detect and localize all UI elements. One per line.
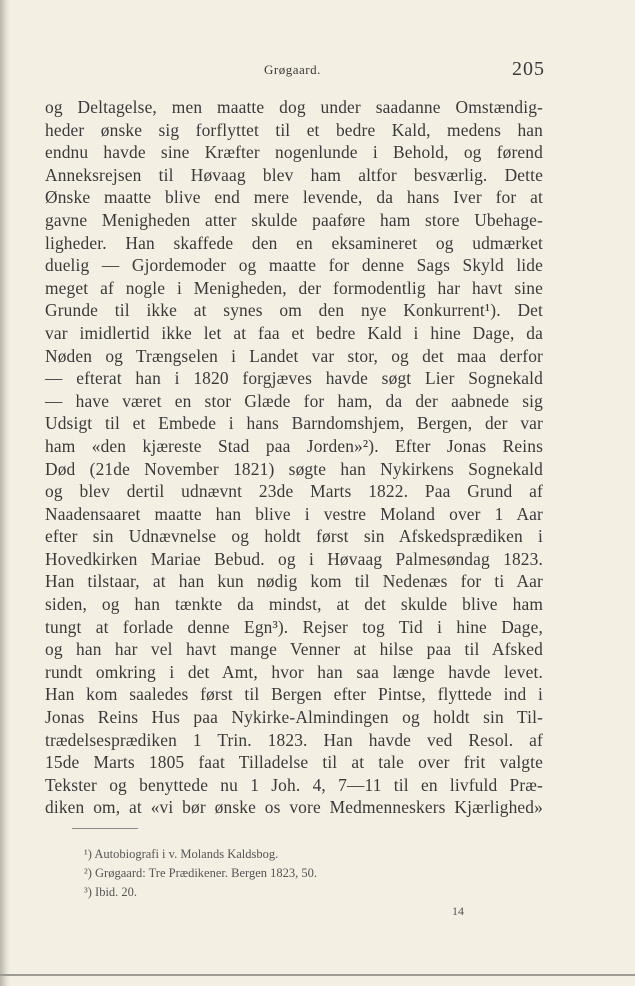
text-line: gavne Menigheden atter skulde paaføre ham store Ubehage- bbox=[45, 209, 543, 230]
page-bottom-edge bbox=[0, 974, 635, 976]
footnote: ¹) Autobiografi i v. Molands Kaldsbog. bbox=[84, 847, 279, 861]
text-line: Udsigt til et Embede i hans Barndomshjem, Bergen, der var bbox=[45, 413, 543, 434]
text-line: Han kom saaledes først til Bergen efter Pintse, flyttede ind i bbox=[45, 684, 543, 705]
printer-signature: 14 bbox=[452, 904, 464, 918]
text-line: — efterat han i 1820 forgjæves havde søgt Lier Sognekald bbox=[45, 368, 543, 389]
text-line: Nøden og Trængselen i Landet var stor, og det maa derfor bbox=[45, 345, 543, 366]
text-line: 15de Marts 1805 faat Tilladelse til at tale over frit valgte bbox=[45, 752, 543, 773]
text-line: Ønske maatte blive end mere levende, da hans Iver for at bbox=[45, 187, 543, 208]
footnotes bbox=[84, 845, 484, 902]
text-line: og Deltagelse, men maatte dog under saadanne Omstændig- bbox=[45, 97, 543, 117]
text-line: heder ønske sig forflyttet til et bedre Kald, medens han bbox=[45, 119, 543, 140]
text-line: Naadensaaret maatte han blive i vestre Moland over 1 Aar bbox=[45, 503, 543, 524]
text-line: Anneksrejsen til Høvaag blev ham altfor besværlig. Dette bbox=[45, 164, 543, 185]
text-line: efter sin Udnævnelse og holdt først sin Afskedsprædiken i bbox=[45, 526, 543, 547]
text-line: Hovedkirken Mariae Bebud. og i Høvaag Palmesøndag 1823. bbox=[45, 548, 543, 569]
text-line: tungt at forlade denne Egn³). Rejser tog Tid i hine Dage, bbox=[45, 616, 543, 637]
text-line: og han har vel havt mange Venner at hilse paa til Afsked bbox=[45, 639, 543, 660]
text-line: duelig — Gjordemoder og maatte for denne Sags Skyld lide bbox=[45, 255, 543, 276]
running-head: Grøgaard. bbox=[264, 62, 321, 77]
text-line: endnu havde sine Kræfter nogenlunde i Behold, og førend bbox=[45, 142, 543, 163]
text-line: ligheder. Han skaffede den en eksamineret og udmærket bbox=[45, 232, 543, 253]
text-line: og blev dertil udnævnt 23de Marts 1822. Paa Grund af bbox=[45, 481, 543, 502]
text-line: Død (21de November 1821) søgte han Nykirkens Sognekald bbox=[45, 458, 543, 479]
text-line: Grunde til ikke at synes om den nye Konkurrent¹). Det bbox=[45, 300, 543, 321]
page-gutter-shadow bbox=[0, 0, 10, 986]
text-line: diken om, at «vi bør ønske os vore Medmenneskers Kjærlighed» bbox=[45, 797, 543, 818]
text-line: var imidlertid ikke let at faa et bedre Kald i hine Dage, da bbox=[45, 322, 543, 343]
text-line: meget af nogle i Menigheden, der formodentlig har havt sine bbox=[45, 277, 543, 298]
text-line: trædelsesprædiken 1 Trin. 1823. Han havde ved Resol. af bbox=[45, 729, 543, 750]
text-line: Jonas Reins Hus paa Nykirke-Almindingen og holdt sin Til- bbox=[45, 707, 543, 728]
footnote: ²) Grøgaard: Tre Prædikener. Bergen 1823, 50. bbox=[84, 866, 318, 880]
page-number: 205 bbox=[512, 58, 545, 80]
text-line: siden, og han tænkte da mindst, at det skulde blive ham bbox=[45, 594, 543, 615]
text-line: ham «den kjæreste Stad paa Jorden»²). Efter Jonas Reins bbox=[45, 435, 543, 456]
text-line: Han tilstaar, at han kun nødig kom til Nedenæs for ti Aar bbox=[45, 571, 543, 592]
body-text bbox=[45, 96, 543, 819]
text-line: rundt omkring i det Amt, hvor han saa længe havde levet. bbox=[45, 661, 543, 682]
text-line: Tekster og benyttede nu 1 Joh. 4, 7—11 til en livfuld Præ- bbox=[45, 774, 543, 795]
footnote-separator bbox=[72, 828, 138, 829]
page-header bbox=[0, 58, 635, 82]
footnote: ³) Ibid. 20. bbox=[84, 885, 138, 899]
text-line: — have været en stor Glæde for ham, da der aabnede sig bbox=[45, 390, 543, 411]
